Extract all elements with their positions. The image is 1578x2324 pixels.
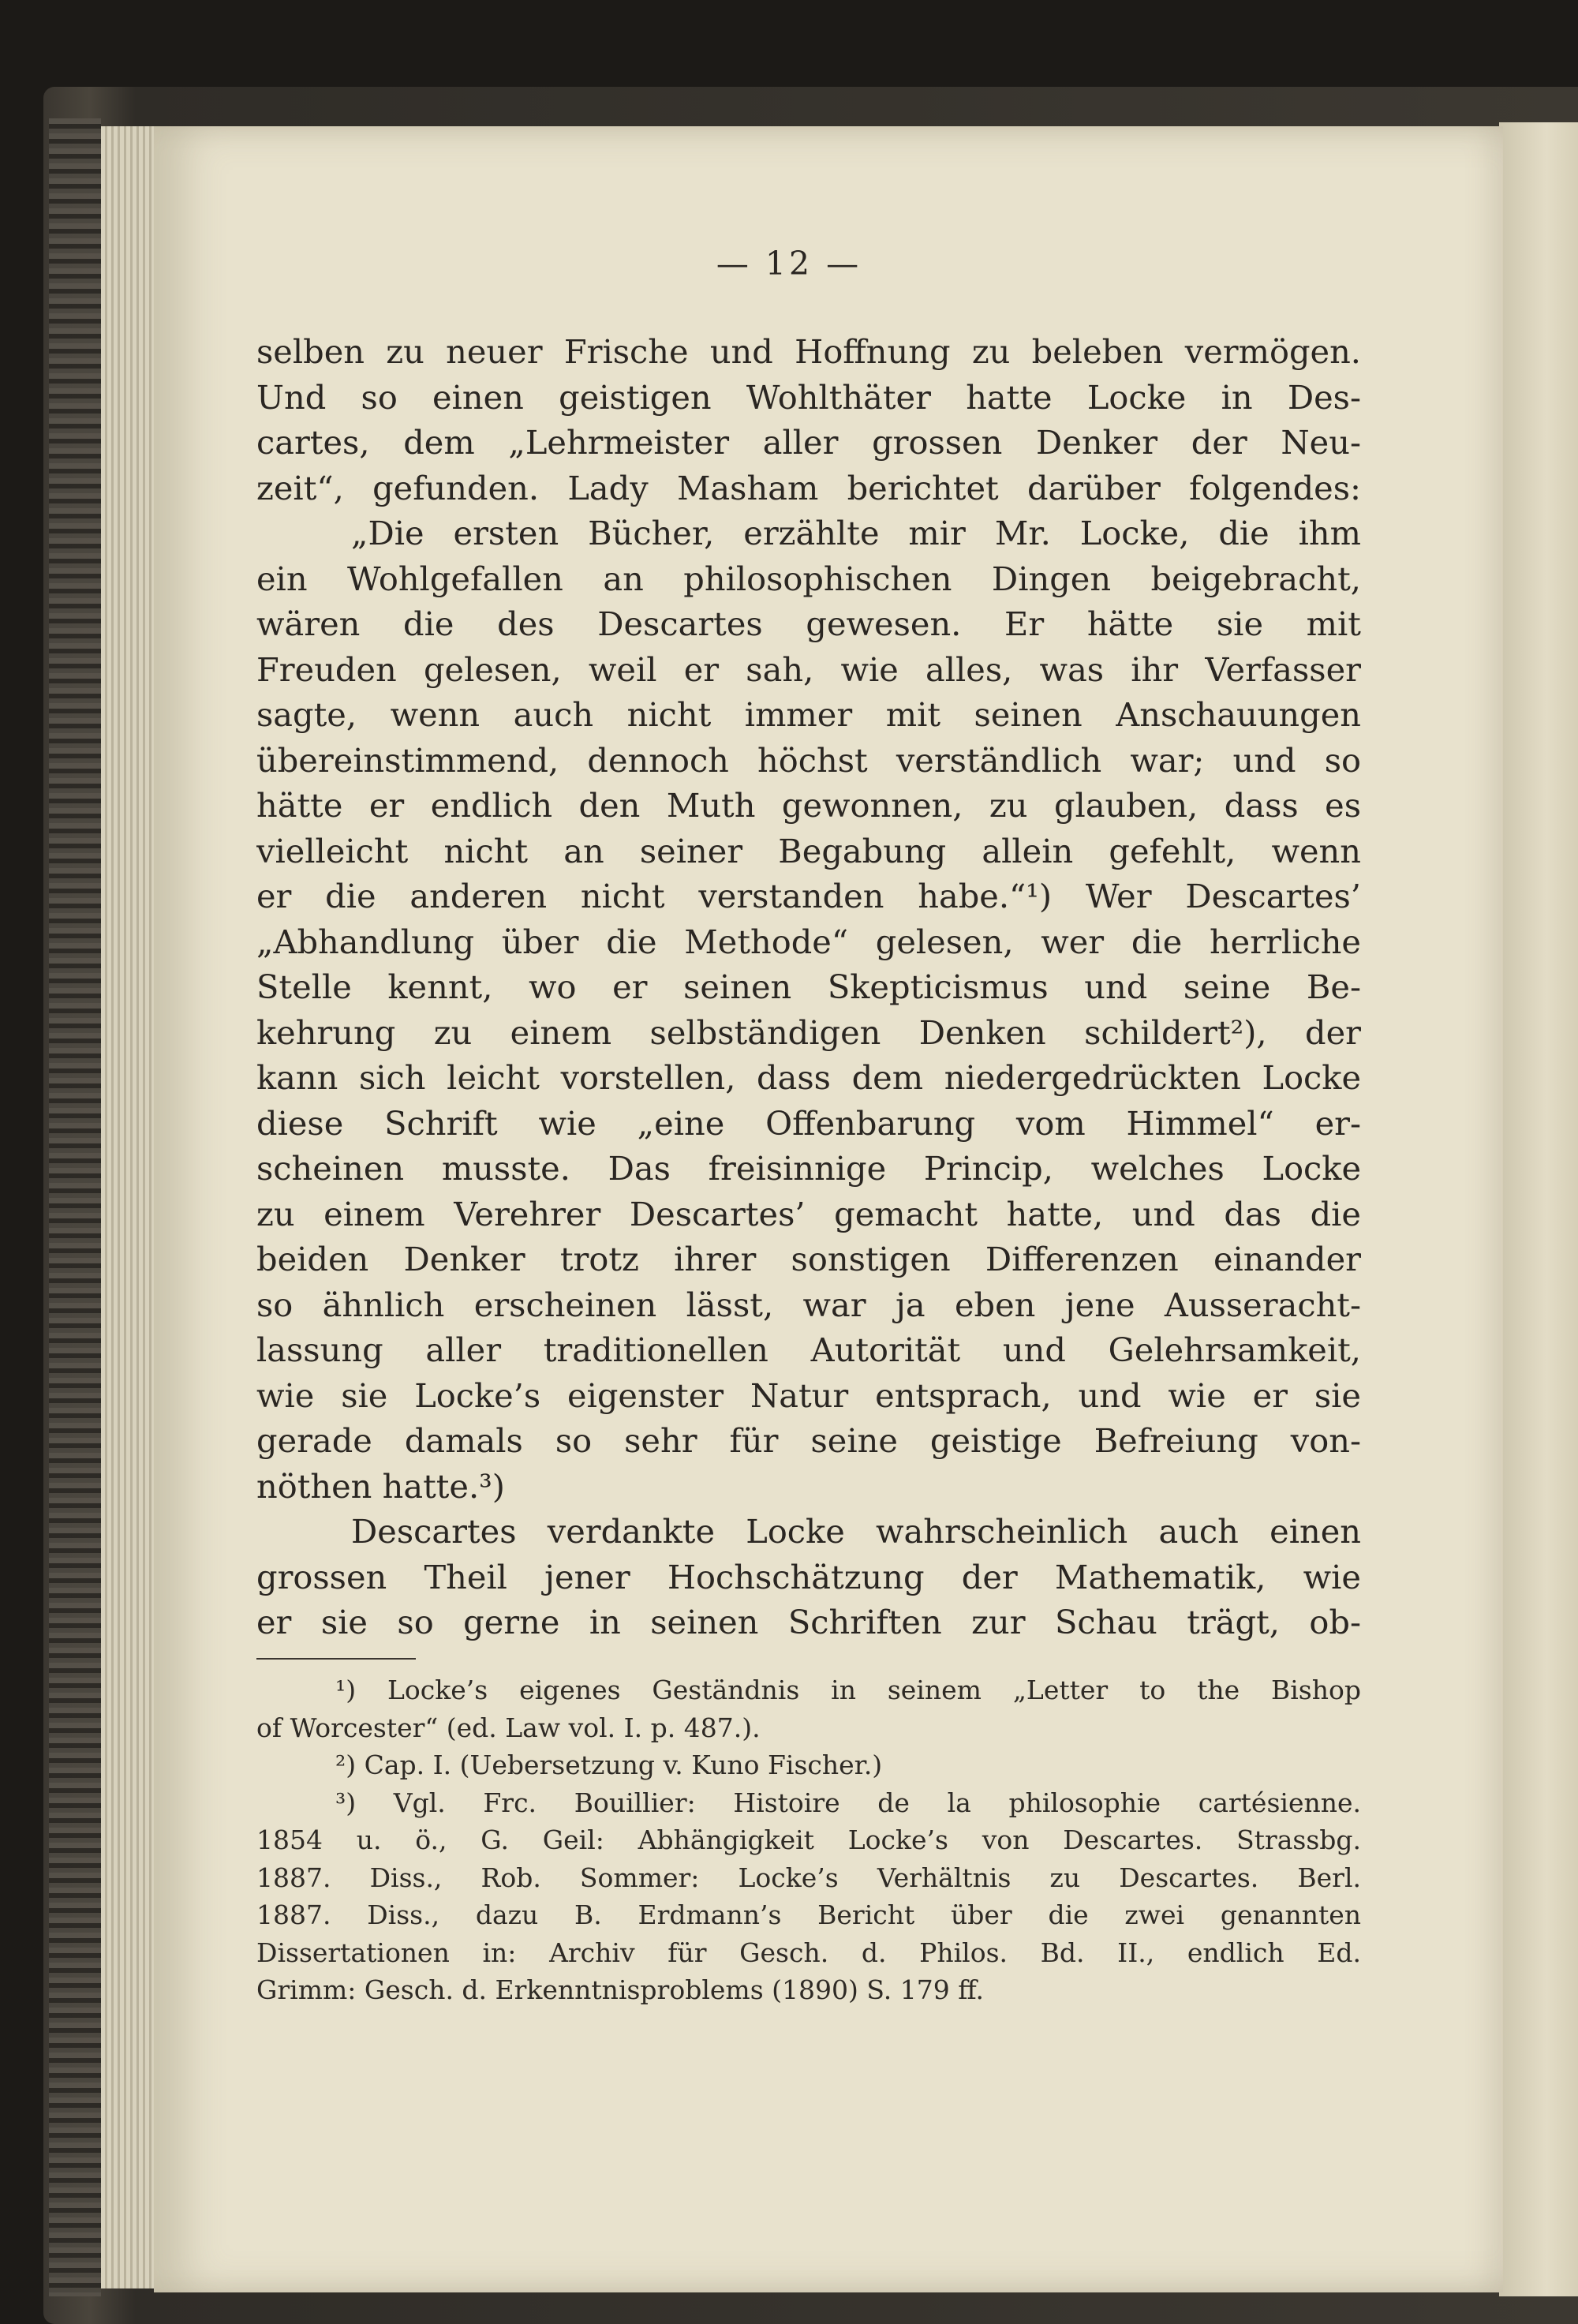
footnote-line: ²) Cap. I. (Uebersetzung v. Kuno Fischer.) [335, 1750, 883, 1780]
text-line: selben zu neuer Frische und Hoffnung zu beleben vermögen. [256, 332, 1361, 371]
text-line: diese Schrift wie „eine Offenbarung vom Himmel“ er- [256, 1103, 1361, 1143]
text-line: zu einem Verehrer Descartes’ gemacht hatte, und das die [256, 1194, 1361, 1233]
book-spine-cloth [49, 118, 101, 2296]
text-line: „Abhandlung über die Methode“ gelesen, wer die herrliche [256, 922, 1361, 961]
text-line: nöthen hatte.³) [256, 1466, 505, 1506]
footnote-line: ³) Vgl. Frc. Bouillier: Histoire de la philosophie cartésienne. [335, 1787, 1361, 1818]
text-line: lassung aller traditionellen Autorität und Gelehrsamkeit, [256, 1330, 1361, 1369]
text-line: hätte er endlich den Muth gewonnen, zu glauben, dass es [256, 786, 1361, 825]
text-line: Descartes verdankte Locke wahrscheinlich auch einen [351, 1512, 1361, 1551]
footnote-line: Dissertationen in: Archiv für Gesch. d. Philos. Bd. II., endlich Ed. [256, 1937, 1361, 1968]
text-line: wären die des Descartes gewesen. Er hätte sie mit [256, 604, 1361, 643]
footnote-separator [256, 1658, 416, 1660]
footnote-line: 1854 u. ö., G. Geil: Abhängigkeit Locke’s von Descartes. Strassbg. [256, 1824, 1361, 1855]
text-line: Stelle kennt, wo er seinen Skepticismus und seine Be- [256, 967, 1361, 1006]
text-line: wie sie Locke’s eigenster Natur entsprach, und wie er sie [256, 1375, 1361, 1415]
text-line: ein Wohlgefallen an philosophischen Dingen beigebracht, [256, 559, 1361, 598]
body-text [256, 329, 1361, 1645]
text-line: sagte, wenn auch nicht immer mit seinen Anschauungen [256, 695, 1361, 734]
text-line: kehrung zu einem selbständigen Denken schildert²), der [256, 1012, 1361, 1052]
page-number-header: — 12 — [716, 245, 862, 283]
footnote-line: 1887. Diss., dazu B. Erdmann’s Bericht über die zwei genannten [256, 1899, 1361, 1930]
footnotes [256, 1671, 1361, 2009]
text-line: er die anderen nicht verstanden habe.“¹) Wer Descartes’ [256, 877, 1361, 915]
text-line: grossen Theil jener Hochschätzung der Mathematik, wie [256, 1557, 1361, 1596]
text-line: übereinstimmend, dennoch höchst verständlich war; und so [256, 740, 1361, 780]
text-line: er sie so gerne in seinen Schriften zur Schau trägt, ob- [256, 1603, 1361, 1641]
page-edges [101, 126, 156, 2288]
text-line: „Die ersten Bücher, erzählte mir Mr. Locke, die ihm [351, 514, 1361, 552]
text-line: so ähnlich erscheinen lässt, war ja eben jene Ausseracht- [256, 1285, 1361, 1324]
text-line: vielleicht nicht an seiner Begabung allein gefehlt, wenn [256, 831, 1361, 870]
facing-page-edge [1499, 122, 1578, 2296]
footnote-line: ¹) Locke’s eigenes Geständnis in seinem „Letter to the Bishop [335, 1675, 1361, 1705]
footnote-line: of Worcester“ (ed. Law vol. I. p. 487.). [256, 1712, 761, 1743]
footnote-line: 1887. Diss., Rob. Sommer: Locke’s Verhältnis zu Descartes. Berl. [256, 1862, 1361, 1893]
text-line: kann sich leicht vorstellen, dass dem niedergedrückten Locke [256, 1058, 1361, 1097]
footnote-line: Grimm: Gesch. d. Erkenntnisproblems (1890) S. 179 ff. [256, 1974, 984, 2005]
text-line: gerade damals so sehr für seine geistige Befreiung von- [256, 1421, 1361, 1460]
text-line: scheinen musste. Das freisinnige Princip, welches Locke [256, 1149, 1361, 1188]
text-line: cartes, dem „Lehrmeister aller grossen Denker der Neu- [256, 423, 1361, 462]
text-line: zeit“, gefunden. Lady Masham berichtet darüber folgendes: [256, 468, 1361, 507]
text-line: Freuden gelesen, weil er sah, wie alles, was ihr Verfasser [256, 649, 1361, 689]
text-line: beiden Denker trotz ihrer sonstigen Differenzen einander [256, 1240, 1361, 1278]
text-line: Und so einen geistigen Wohlthäter hatte Locke in Des- [256, 377, 1361, 417]
